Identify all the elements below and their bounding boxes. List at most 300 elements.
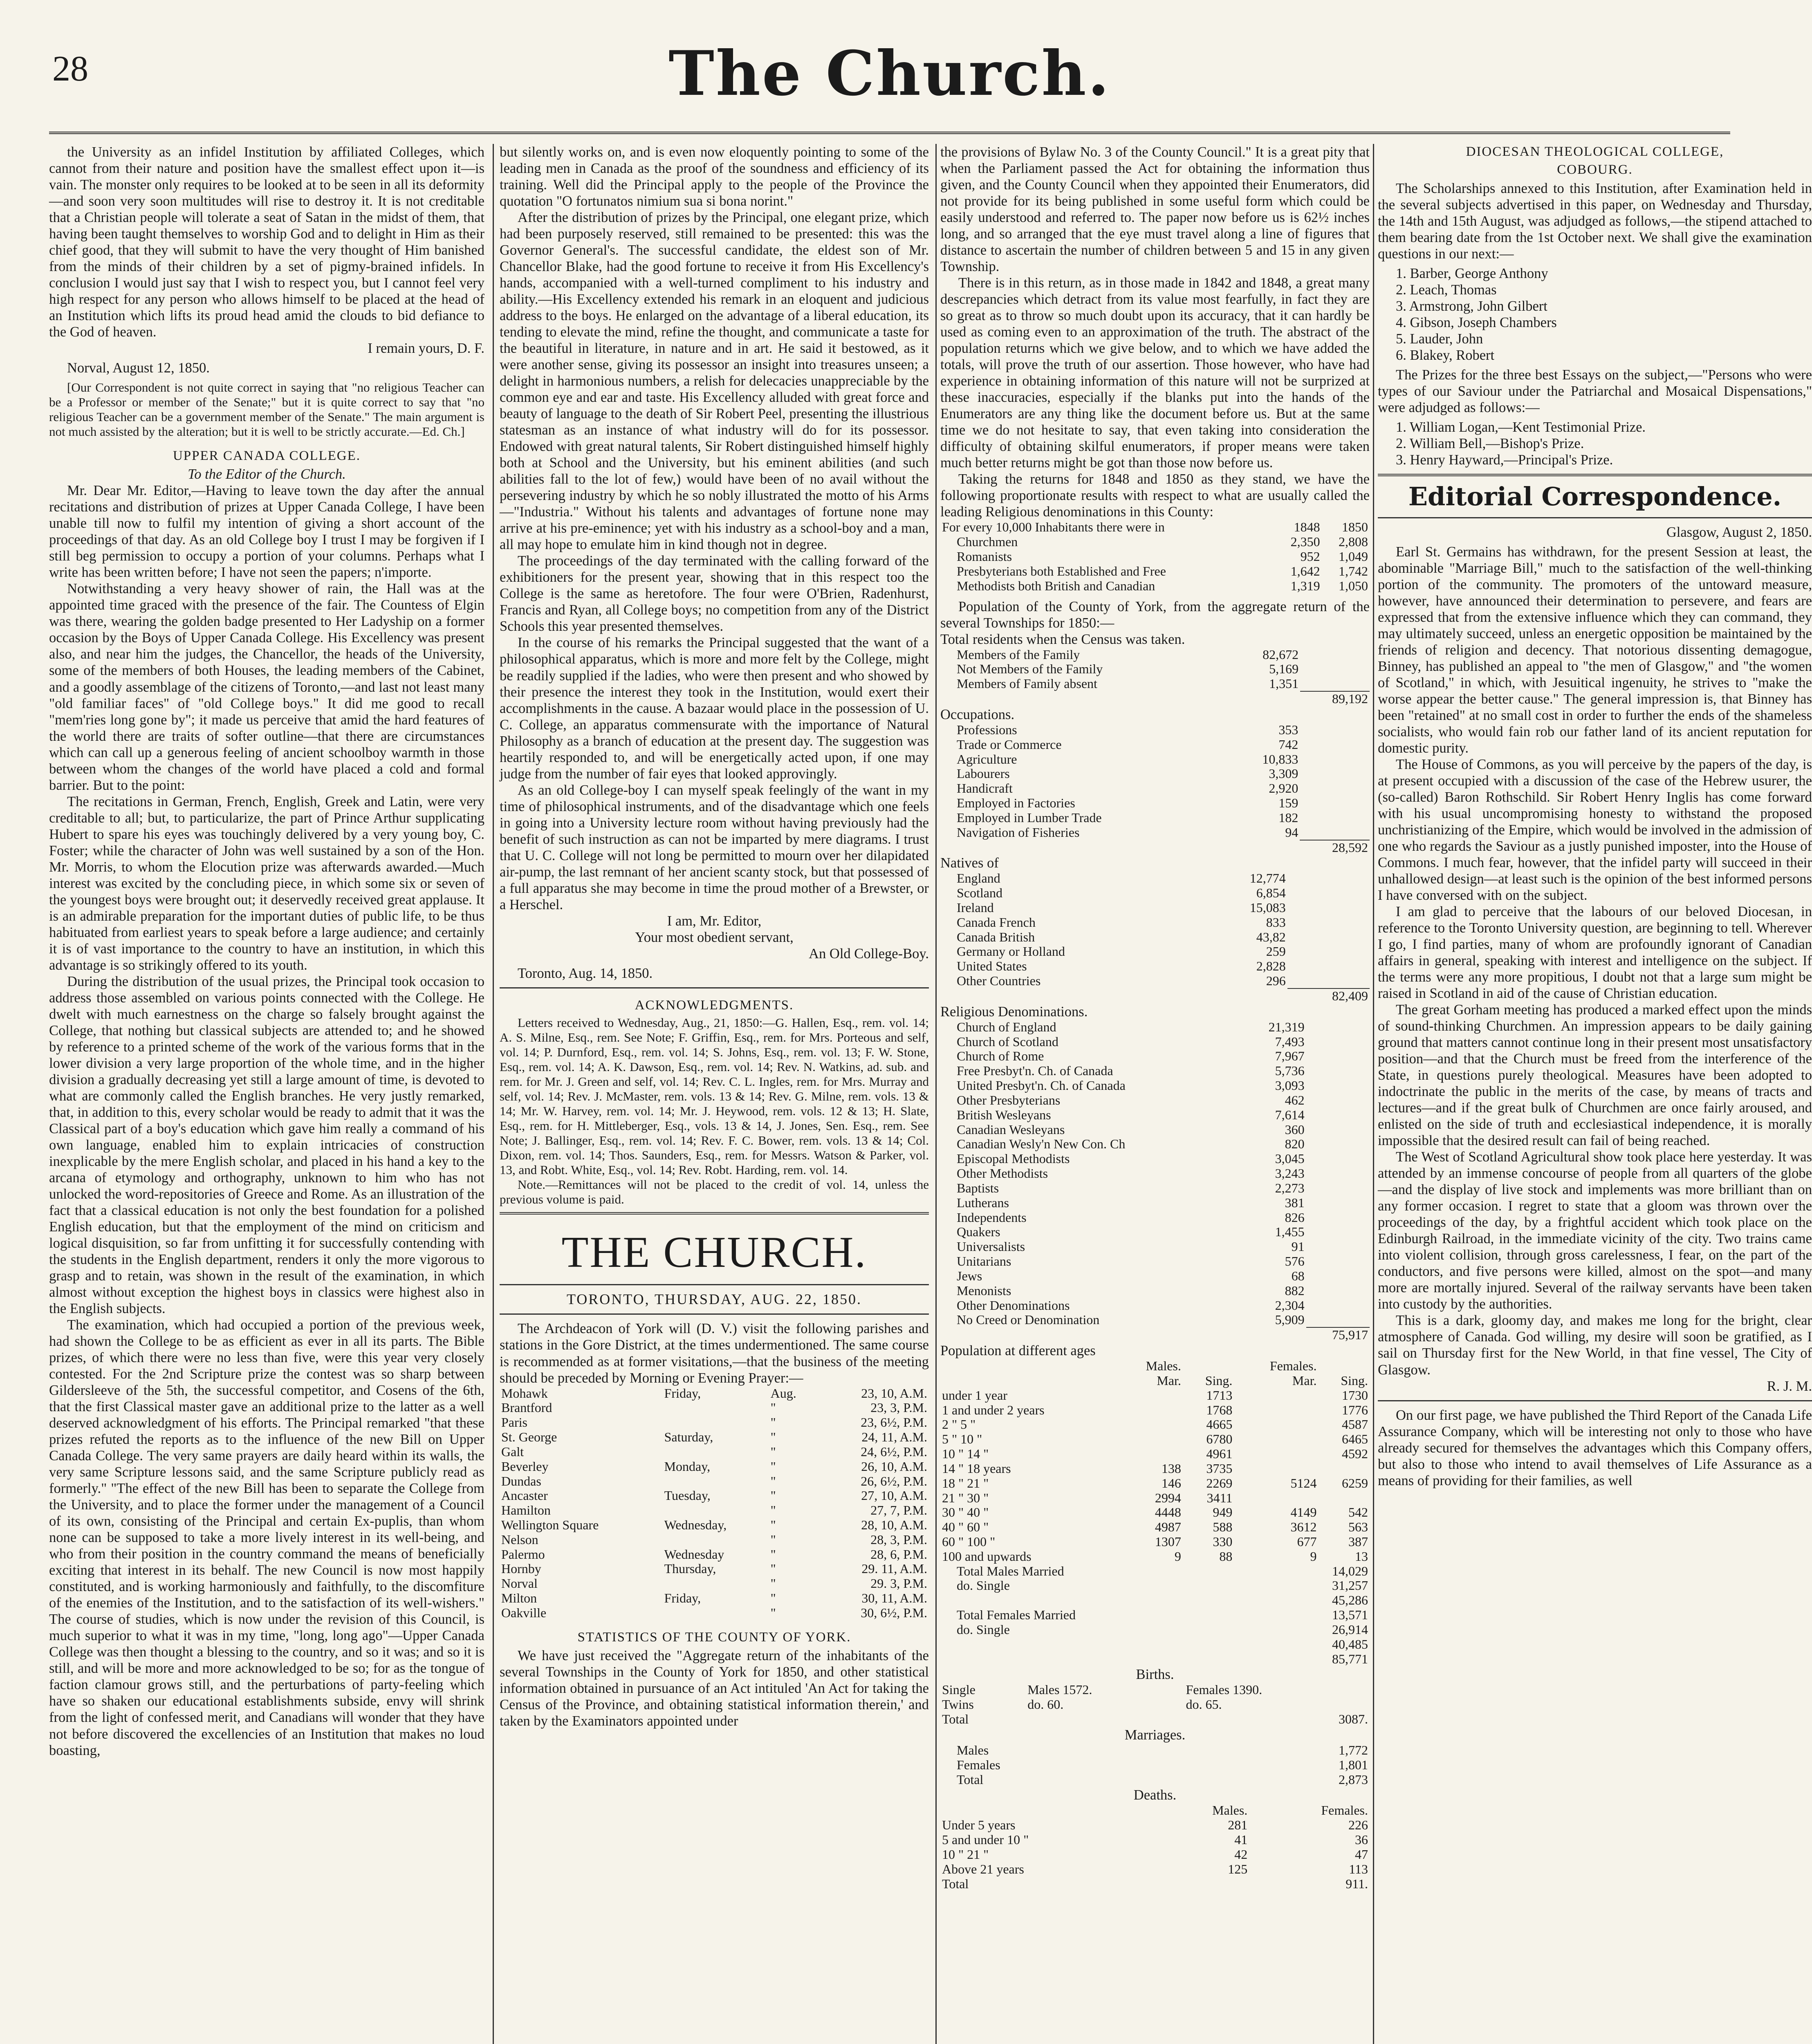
table-cell: 387 [1348,1534,1368,1549]
table-cell: 4665 [1206,1417,1233,1432]
table-cell: 2,828 [1256,959,1286,974]
article-paragraph: Mr. Dear Mr. Editor,—Having to leave town the day after the annual recitations and distribution of prizes at Upper Canada College, I have been unable till now to fulfil my intention of giving a short account of the proceedings of that day. As an old College boy I trust I may be forgiven if I still beg permission to occupy a portion of your columns. Perhaps what I write has been written before; I have not seen the papers; n'importe. [49,483,484,580]
letter-signature: An Old College-Boy. [809,946,929,961]
article-paragraph: The Prizes for the three best Essays on the subject,—"Persons who were types of our Saviour under the Patriarchal and Mosaical Dispensations," were adjudged as follows:— [1378,367,1812,415]
table-cell: Other Countries [957,973,1041,988]
table-header-cell [1318,1359,1370,1374]
table-heading: Occupations. [940,706,1015,722]
table-row [500,1415,929,1430]
table-row [940,1137,1370,1152]
article-paragraph: the University as an infidel Institution by affiliated Colleges, which cannot from their nature and position have the smallest effect upon it—is vain. The monster only requires to be looked at to be seen in all its deformity—and soon very soon multitudes will rise to destroy it. It is not creditable that a Christian people will tolerate a seat of Satan in the midst of them, that having been taught themselves to worship God and to delight in Him as their chief good, that they will submit to have the very thought of Him banished from the minds of their children by a set of pigmy-brained infidels. In conclusion I would just say that I wish to respect you, but I cannot feel very high respect for any person who allows himself to be placed at the head of an Institution which lifts its proud head amid the clouds to bid defiance to the God of heaven. [49,144,484,340]
column-divider [935,144,937,2044]
table-cell: 21 " 30 " [942,1490,989,1505]
table-cell: 360 [1285,1122,1305,1137]
table-cell: 85,771 [1332,1651,1368,1666]
table-cell: Lutherans [957,1195,1009,1210]
section-rule [500,987,929,988]
table-header-cell: Mar. [1292,1373,1317,1388]
table-row [940,1564,1370,1579]
table-row [940,1652,1370,1667]
table-cell: do. 65. [1186,1697,1222,1712]
table-cell [940,1652,1274,1667]
column-divider [1373,144,1374,2044]
article-paragraph: the provisions of Bylaw No. 3 of the County Council." It is a great pity that when the Parliament passed the Act for obtaining the information thus given, and the County Council when they appointed their Enumerators, did not provide for its being published in some useful form which could be easily understood and referred to. The paper now before us is 62½ inches long, and so arranged that the eye must travel along a line of figures that distance to ascertain the number of children between 5 and 15 in any given Township. [940,144,1370,275]
table-cell: 677 [1297,1534,1317,1549]
table-total: 89,192 [1300,691,1370,706]
table-total-row [940,840,1370,855]
table-row [940,1578,1370,1593]
column-4 [1378,144,1812,2044]
table-cell: 3,045 [1275,1151,1305,1166]
table-cell: Single [942,1682,976,1697]
editor-note: [Our Correspondent is not quite correct in saying that "no religious Teacher can be a Professor or member of the Senate;" but it is quite correct to say that "no religious Teacher can be a government member of the Senate." The main argument is not much assisted by the alteration; but it is well to be strictly accurate.—Ed. Ch.] [49,380,484,439]
table-cell: 40 " 60 " [942,1520,989,1535]
table-header-row [940,1803,1370,1818]
table-row [940,1520,1370,1535]
table-row [940,1403,1370,1418]
table-cell: do. Single [957,1578,1010,1593]
table-row [940,1743,1370,1758]
table-cell: 462 [1285,1092,1305,1107]
table-cell: 826 [1285,1210,1305,1225]
page-number: 28 [52,49,88,89]
table-row [940,1166,1370,1181]
table-cell: Females [957,1757,1000,1772]
table-row [940,1313,1370,1327]
table-cell: 28, 10, A.M. [861,1517,927,1532]
table-cell: 27, 10, A.M. [861,1488,927,1503]
table-heading: Births. [1136,1667,1174,1683]
table-cell [663,1533,769,1547]
article-heading: DIOCESAN THEOLOGICAL COLLEGE, [1466,144,1724,159]
table-cell: Agriculture [957,751,1017,766]
table-cell [663,1401,769,1415]
table-header-cell: Females. [1321,1803,1368,1818]
table-total: 82,409 [1287,988,1370,1004]
article-paragraph: As an old College-boy I can myself speak feelingly of the want in my time of philosophical instruments, and of the disadvantage which one feels in going into a University lecture room without having previously had the benefit of such instruction as can not be imparted by mere diagrams. I trust that U. C. College will not long be permitted to mourn over her dilapidated air-pump, the last remnant of her ancient scanty stock, but that possessed of a full apparatus she may become in time the proud mother of a Brewster, or a Herschel. [500,782,929,912]
acknowledgments-text: Letters received to Wednesday, Aug., 21, 1850:—G. Hallen, Esq., rem. vol. 14; A. S. Milne, Esq., rem. See Note; F. Griffin, Esq., rem. for Mrs. Porteous and self, vol. 14; P. Durnford, Esq., rem. vol. 14; S. Johns, Esq., rem. vol. 13; F. W. Stone, Esq., rem. vol. 14; A. K. Dawson, Esq., rem. vol. 14; Rev. N. Watkins, ad. sub. and rem. for Mr. J. Green and self, vol. 14; Rev. C. L. Ingles, rem. for Mrs. Murray and self, vol. 14; Rev. J. McMaster, rem. vols. 13 & 14; Rev. G. Milne, rem. vols. 13 & 14; Mr. W. Harvey, rem. vol. 14; Mr. J. Heywood, rem. vols. 12 & 13; H. Slate, Esq., rem. for H. Mittleberger, Esq., vols. 13 & 14, J. Jones, Sen. Esq., rem. See Note; J. Ballinger, Esq., rem. vol. 14; Rev. F. C. Bower, rem. vols. 13 & 14; Col. Dixon, rem. vol. 14; Thos. Saunders, Esq., rem. for Messrs. Watson & Parker, vol. 13, and Robt. White, Esq., vol. 14; Rev. Robt. Harding, rem. vol. 14. [500,1015,929,1177]
table-row [940,1254,1370,1269]
table-header-cell [940,1359,1118,1374]
table-cell [1118,1447,1183,1461]
table-cell: 1730 [1342,1387,1368,1403]
residents-table [940,648,1370,706]
table-cell: Presbyterians both Established and Free [957,563,1166,578]
table-cell: 563 [1348,1520,1368,1535]
table-row [940,781,1370,796]
table-row [940,1476,1370,1491]
table-cell: 26,914 [1332,1622,1368,1637]
article-paragraph: We have just received the "Aggregate return of the inhabitants of the several Townships in the County of York for 1850, and other statistical information obtained in pursuance of an Act intituled 'An Act for taking the Census of the Province, and obtaining statistical information therein,' and taken by the Examinators appointed under [500,1648,929,1729]
table-header-row [940,1374,1370,1388]
table-cell: 4961 [1206,1446,1233,1461]
table-cell: 30 " 40 " [942,1505,989,1520]
table-cell: Milton [501,1591,537,1606]
article-heading: UPPER CANADA COLLEGE. [173,448,361,464]
article-paragraph: The great Gorham meeting has produced a marked effect upon the minds of sound-thinking Churchmen. An impression appears to be daily gaining ground that matters cannot continue long in their present most unsatisfactory position—and that the Church must be freed from the interference of the State, in questions purely theological. Measures have been adopted to indoctrinate the public in the merits of the case, by means of tracts and lectures—and if the great bulk of Churchmen are once fairly aroused, and enlisted on the side of truth and ecclesiastical independence, it is morally impossible that the desired result can fail of being reached. [1378,1002,1812,1149]
table-header-cell [1183,1359,1234,1374]
table-cell: England [957,871,1000,886]
article-paragraph: The recitations in German, French, English, Greek and Latin, were very creditable to all; but, to particularize, the part of Prince Arthur supplicating Hubert to spare his eyes was touchingly delivered by a very young boy, C. Foster; while the character of John was well sustained by a son of the Hon. Mr. Morris, to whom the Elocution prize was afterwards awarded.—Much interest was excited by the concluding piece, in which some six or seven of the youngest boys were brought out; it deservedly received great applause. It is an admirable preparation for the important duties of public life, to be thus habituated from earliest years to speak before a large audience; and certainly it is of vast importance to the country to have an institution, in which this advantage is so strikingly offered to its youth. [49,793,484,973]
table-cell: Ireland [957,900,994,915]
table-cell: Labourers [957,766,1010,781]
table-row [500,1503,929,1518]
table-cell: Norval [501,1576,538,1591]
table-cell: 24, 6½, P.M. [861,1444,927,1459]
table-cell: Tuesday, [664,1488,711,1503]
table-cell [940,1637,1274,1652]
letter-closing: I am, Mr. Editor, [667,913,762,929]
table-cell: 29. 3, P.M. [870,1576,927,1591]
table-cell: Wellington Square [501,1517,599,1532]
table-row [940,1123,1370,1137]
table-row [940,1093,1370,1108]
table-cell: 1768 [1206,1402,1233,1417]
table-cell: 47 [1355,1847,1368,1862]
deaths-table [940,1803,1370,1891]
table-cell: Oakville [501,1605,547,1620]
table-cell: 138 [1161,1461,1181,1476]
table-cell: 2,304 [1275,1298,1305,1313]
table-cell: 1,351 [1269,676,1299,691]
table-row [940,1269,1370,1284]
natives-table [940,871,1370,1003]
table-cell: " [770,1576,776,1591]
table-cell: Unitarians [957,1254,1011,1269]
table-cell: 259 [1266,944,1286,959]
table-cell: Females 1390. [1186,1682,1263,1697]
table-cell: 5,736 [1275,1063,1305,1078]
table-cell: " [770,1561,776,1576]
table-header-cell: Sing. [1341,1373,1368,1388]
section-rule [500,1313,929,1315]
table-cell: Baptists [957,1180,999,1195]
table-cell: 7,614 [1275,1107,1305,1122]
table-cell: Brantford [501,1400,552,1415]
table-row [940,1035,1370,1049]
table-cell: 42 [1234,1847,1248,1862]
article-paragraph: The House of Commons, as you will perceive by the papers of the day, is at present occupied with a discussion of the case of the Hebrew usurer, the (so-called) Baron Rothschild. Sir Robert Henry Inglis has come forward with his usual uncompromising honesty to withstand the proposed unchristianizing of the Empire, which would be involved in the admission of one who regards the Saviour as a justly punished imposter, into the House of Commons. I much fear, however, that the infidel party will succeed in their unhallowed design—at least such is the opinion of the best informed persons I have conversed with on the subject. [1378,756,1812,903]
table-cell: Germany or Holland [957,944,1065,959]
table-cell: Employed in Factories [957,796,1075,811]
table-row [940,1049,1370,1064]
table-cell: 353 [1278,722,1298,737]
ages-table [940,1359,1370,1564]
prize-item: 3. Henry Hayward,—Principal's Prize. [1396,452,1613,468]
table-cell [1118,1388,1183,1403]
table-row [940,535,1370,549]
table-cell: Canadian Wesleyans [957,1122,1065,1137]
table-row [940,1461,1370,1476]
table-row [940,1210,1370,1225]
table-row [940,901,1370,915]
table-cell [940,1593,1274,1608]
table-cell: Aug. [770,1385,796,1401]
table-cell: " [770,1605,776,1620]
table-cell: 4987 [1155,1520,1181,1535]
table-cell: Ancaster [501,1488,548,1503]
table-row [940,1847,1370,1862]
table-cell: 13 [1355,1549,1368,1564]
article-paragraph: Population of the County of York, from the aggregate return of the several Townships for 1850:— [940,598,1370,631]
table-cell: Jews [957,1268,982,1283]
table-header-cell: Males. [1212,1803,1248,1818]
statistics-heading: STATISTICS OF THE COUNTY OF YORK. [577,1629,851,1645]
table-cell: 833 [1266,914,1286,930]
table-cell: Above 21 years [942,1861,1024,1876]
table-cell: Mohawk [501,1385,548,1401]
table-row [940,1181,1370,1196]
table-cell: 882 [1285,1283,1305,1298]
table-row [940,796,1370,811]
table-cell: Methodists both British and Canadian [957,578,1155,593]
table-cell: 1,050 [1339,578,1368,593]
table-row [940,648,1370,662]
table-row [940,1152,1370,1166]
table-cell: Handicraft [957,781,1013,796]
table-cell: 3,243 [1275,1166,1305,1181]
table-cell: 2,273 [1275,1180,1305,1195]
table-cell: 4448 [1155,1505,1181,1520]
table-cell: 2,873 [1339,1772,1368,1787]
table-cell [663,1415,769,1430]
table-header-cell: For every 10,000 Inhabitants there were in [942,520,1165,535]
table-cell: Hornby [501,1561,541,1576]
table-cell: " [770,1459,776,1474]
table-cell: Other Presbyterians [957,1092,1061,1107]
table-cell: 28, 3, P.M. [870,1532,927,1547]
table-cell: 1,319 [1290,578,1320,593]
table-row [940,1593,1370,1608]
table-cell: 226 [1348,1818,1368,1833]
table-cell: Nelson [501,1532,538,1547]
acknowledgments-note: Note.—Remittances will not be placed to the credit of vol. 14, unless the previous volume is paid. [500,1177,929,1206]
table-cell: 1,455 [1275,1224,1305,1239]
table-cell [1234,1432,1318,1447]
table-cell: 3411 [1207,1490,1233,1505]
table-cell: Episcopal Methodists [957,1151,1070,1166]
table-cell: 23, 3, P.M. [870,1400,927,1415]
table-total: 75,917 [1306,1327,1370,1342]
table-heading: Deaths. [1133,1787,1177,1803]
table-cell: 18 " 21 " [942,1475,989,1490]
table-cell: Galt [501,1444,524,1459]
table-cell [1234,1461,1318,1476]
section-rule [500,1212,929,1215]
table-cell: 330 [1213,1534,1233,1549]
table-row [940,1862,1370,1877]
table-cell: 2994 [1155,1490,1181,1505]
table-cell: " [770,1415,776,1430]
table-cell: Other Methodists [957,1166,1048,1181]
table-cell: Canada British [957,929,1035,944]
article-paragraph: The examination, which had occupied a portion of the previous week, had shown the College to be as efficient as ever in all its parts. The Bible prizes, of which there were no less than five, were this year very closely contested. For the 2nd Scripture prize the contest was so sharp between Gildersleeve of the 5th, the successful competitor, and Cosens of the 6th, that the first Classical master gave an additional prize to the latter as a well deserved acknowledgment of his efforts. The Principal remarked "that these prizes refuted the reports as to the influence of the new Bill on Upper Canada College. The very same prayers are daily heard within its walls, the very same Scripture lessons said, and the same Scripture publicly read as formerly." "The effect of the new Bill has been to separate the College from the University, and to place the former under the management of a Council of its own, consisting of the Principal and certain Ex-puplis, than whom none can be supposed to take a more lively interest in its well-being, and who from their position in the country command the means of beneficially exciting that interest in its behalf. The new Council is now most happily constituted, and is working harmoniously and faithfully, to the discomfiture of the enemies of the Institution, and to the satisfaction of its well-wishers." The course of studies, which is now under the revision of this Council, is much superior to what it was in my time, "long, long ago"—Upper Canada College was then thought a blessing to the country, and so it was; and so it is still, and will be more and more acknowledged to be so; for as the tongue of faction clamour grows still, and the perturbations of party-feeling which have so shaken our educational establishments subside, envy will shrink from the light of confessed merit, and Canadians will wonder that they have not before discovered the excellencies of an Institution that makes no loud boasting, [49,1317,484,1758]
table-row [940,1388,1370,1403]
table-cell: Friday, [664,1591,701,1606]
table-heading: Marriages. [1124,1727,1186,1743]
table-row [500,1445,929,1459]
table-cell: 125 [1228,1861,1248,1876]
letter-closing: Your most obedient servant, [635,929,794,945]
table-cell: Males [957,1742,989,1757]
table-row [940,1196,1370,1210]
table-cell: 281 [1228,1818,1248,1833]
prize-list [1396,419,1812,468]
masthead-title: The Church. [668,38,1111,110]
table-cell: Church of England [957,1019,1056,1034]
table-row [940,723,1370,737]
table-row [940,549,1370,564]
table-cell: 7,967 [1275,1049,1305,1064]
table-cell: Members of Family absent [957,676,1097,691]
table-cell: 6,854 [1256,885,1286,901]
article-paragraph: Taking the returns for 1848 and 1850 as they stand, we have the following proportionate results with respect to what are usually called the leading Religious denominations in this County: [940,471,1370,520]
table-cell: Dundas [501,1473,541,1488]
table-cell: 91 [1291,1239,1305,1254]
table-row [500,1606,929,1620]
table-row [940,1078,1370,1093]
table-cell: 588 [1213,1520,1233,1535]
letter-date: Norval, August 12, 1850. [67,360,210,376]
table-row [940,811,1370,825]
table-cell: St. George [501,1430,557,1445]
section-rule [1378,517,1812,518]
table-row [940,1108,1370,1123]
prize-item: 1. William Logan,—Kent Testimonial Prize. [1396,419,1646,435]
table-cell [1234,1491,1318,1506]
column-1 [49,144,484,2044]
table-cell: 1,049 [1339,549,1368,564]
table-cell: Churchmen [957,534,1018,549]
table-row [500,1474,929,1489]
table-cell: do. Single [957,1622,1010,1637]
scholarship-item: 4. Gibson, Joseph Chambers [1396,314,1557,330]
table-cell: 88 [1219,1549,1233,1564]
table-cell: 100 and upwards [942,1549,1032,1564]
table-cell: 182 [1278,810,1298,825]
table-row [940,1417,1370,1432]
table-row [500,1576,929,1591]
table-cell: 113 [1349,1861,1368,1876]
table-row [940,871,1370,886]
occupations-table [940,723,1370,855]
table-cell: 4149 [1290,1505,1317,1520]
article-paragraph: Earl St. Germains has withdrawn, for the present Session at least, the abominable "Marriage Bill," much to the satisfaction of the well-thinking portion of the community. The promoters of the untoward measure, however, have announced their determination to persevere, and fears are expressed that from the extensive influence which they can command, they may ultimately succeed, unless an energetic opposition be maintained by the friends of religion and decency. That notorious dissenting demagogue, Binney, has published an appeal to "the men of Glasgow," and "the women of Scotland," in which, with Jesuitical ingenuity, he strives to "make the worse appear the better cause." The general impression is, that Binney has been "retained" at no small cost in order to further the ends of the shameless socialists, who would fain rob our father land of its ancient reputation for domestic purity. [1378,544,1812,756]
table-cell: Total Females Married [957,1607,1076,1623]
scholarship-item: 5. Lauder, John [1396,331,1483,347]
table-cell: Monday, [664,1459,711,1474]
table-cell: 26, 6½, P.M. [861,1473,927,1488]
table-cell: 1 and under 2 years [942,1402,1045,1417]
table-row [940,1447,1370,1461]
table-cell: 23, 10, A.M. [861,1385,927,1401]
table-cell: 4592 [1342,1446,1368,1461]
table-cell: No Creed or Denomination [957,1312,1100,1327]
article-paragraph: In the course of his remarks the Principal suggested that the want of a philosophical apparatus, which is more and more felt by the College, might be readily supplied if the ladies, who were then present and who showed by their presence the interest they took in the Institution, would exert their accomplishments in the cause. A bazaar would place in the possession of U. C. College, an apparatus commensurate with the importance of Natural Philosophy as a branch of education at the present day. The suggestion was heartily responded to, and will be energetically acted upon, if one may judge from the number of fair eyes that looked approvingly. [500,635,929,782]
table-cell [663,1445,769,1459]
marriages-table [940,1743,1370,1787]
table-header-cell: Mar. [1157,1373,1181,1388]
married-table [940,1564,1370,1667]
table-cell: 10 " 21 " [942,1847,989,1862]
table-cell: 30, 6½, P.M. [861,1605,927,1620]
article-paragraph: On our first page, we have published the Third Report of the Canada Life Assurance Company, which will be interesting not only to those who have already secured for themselves the advantages which this Company offers, but also to those who intend to avail themselves of Life Assurance as a means of providing for their families, as well [1378,1407,1812,1488]
table-row [940,1608,1370,1623]
table-cell: " [770,1532,776,1547]
table-cell: Hamilton [501,1503,551,1518]
table-row [940,1064,1370,1078]
article-paragraph: The West of Scotland Agricultural show took place here yesterday. It was attended by an immense concourse of people from all quarters of the globe—and the display of live stock and implements was more brilliant than on any former occasion. I regret to state that a gloom was thrown over the proceedings of the day, by a frightful accident which took place on the Edinburgh Railroad, in the immediate vicinity of the city. Two trains came into violent collision, through gross carelessness, I fear, on the part of the conductors, and five persons were killed, almost on the spot—and many more are mortally injured. Several of the railway servants have been taken into custody by the authorities. [1378,1149,1812,1312]
table-row [940,944,1370,959]
table-cell: 3,093 [1275,1078,1305,1093]
table-row [940,959,1370,974]
table-row [940,1239,1370,1254]
religions-table [940,1020,1370,1342]
table-cell: 1,642 [1290,563,1320,578]
table-cell: 31,257 [1332,1578,1368,1593]
table-cell: 68 [1291,1268,1305,1283]
table-heading: Natives of [940,855,999,871]
table-cell [1234,1388,1318,1403]
table-header-cell: 1848 [1294,520,1320,535]
table-cell: 9 [1174,1549,1181,1564]
table-row [940,737,1370,752]
table-cell [1118,1417,1183,1432]
table-row [940,752,1370,767]
letter-date: Toronto, Aug. 14, 1850. [518,965,653,981]
table-cell: Paris [501,1415,527,1430]
table-cell: 3612 [1290,1520,1317,1535]
table-cell: Independents [957,1210,1027,1225]
article-paragraph: During the distribution of the usual prizes, the Principal took occasion to address those assembled on various points connected with the College. He dwelt with much earnestness on the charge so falsely brought against the College, that nothing but classical subjects are attended to; and he showed by reference to a printed scheme of the work of the various forms that in the lower division a very large proportion of the whole time, and in the higher division a gradually decreasing yet still a large amount of time, is devoted to what are commonly called the English branches. He very justly remarked, that, in addition to this, every scholar would be ready to admit that it was the Classical part of a boy's education which gave him really a command of his own language, enabled him to explain intricacies of construction inexplicable by the mere English scholar, and placed in his hand a key to the arcana of etymology and orthography, unknown to him who has not unlocked the word-repositories of Greece and Rome. As an illustration of the fact that a classical education is not only the best foundation for a polished English education, but that the employment of the mind on criticism and logical disquisition, so far from unfitting it for successfully contending with the students in the English department, renders it only the more vigorous to grasp and to retain, was shown in the result of the examination, in which almost without exception the highest boys in classics were highest also in the English subjects. [49,973,484,1317]
table-cell: Friday, [664,1385,701,1401]
table-cell: Canada French [957,914,1036,930]
table-cell: Not Members of the Family [957,661,1103,677]
table-cell: 2,350 [1290,534,1320,549]
table-cell: " [770,1546,776,1562]
letter-signature: I remain yours, D. F. [368,341,484,356]
table-cell: 21,319 [1268,1019,1305,1034]
article-paragraph: This is a dark, gloomy day, and makes me long for the bright, clear atmosphere of Canada. God willing, my desire will soon be gratified, as I sail on Thursday first for the New World, in that fine vessel, The City of Glasgow. [1378,1313,1812,1378]
births-table [940,1683,1370,1726]
table-cell: Saturday, [664,1430,713,1445]
scholarship-item: 3. Armstrong, John Gilbert [1396,298,1547,314]
table-cell: United States [957,959,1027,974]
table-row [940,886,1370,901]
table-row [940,1491,1370,1506]
table-row [500,1547,929,1562]
table-cell: Males 1572. [1027,1682,1092,1697]
article-subheading: COBOURG. [1557,162,1633,177]
table-cell: 1776 [1342,1402,1368,1417]
table-cell: 2,808 [1339,534,1368,549]
table-cell: Total Males Married [957,1563,1064,1578]
table-cell [1318,1491,1370,1506]
proportion-table [940,520,1370,593]
newspaper-title: THE CHURCH. [561,1228,867,1277]
table-cell: 23, 6½, P.M. [861,1415,927,1430]
table-cell: Total [942,1876,969,1891]
table-cell: 742 [1278,737,1298,752]
table-cell: 27, 7, P.M. [870,1503,927,1518]
table-total: 28,592 [1300,840,1370,855]
table-row [940,1225,1370,1239]
table-header-cell: Females. [1269,1358,1317,1374]
section-rule [1378,1400,1812,1401]
table-cell: 12,774 [1249,871,1286,886]
table-cell: 45,286 [1332,1593,1368,1608]
column-2 [500,144,929,2044]
